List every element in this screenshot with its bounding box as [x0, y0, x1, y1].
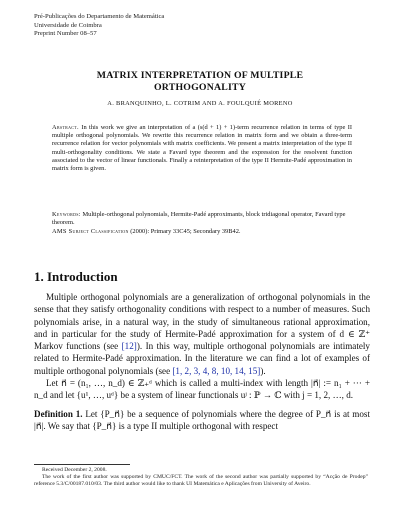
preprint-header — [34, 13, 164, 39]
section-heading — [34, 269, 118, 285]
section-title: Introduction — [47, 269, 118, 284]
title-line: MATRIX INTERPRETATION OF MULTIPLE — [96, 70, 304, 81]
keywords-text: Multiple-orthogonal polynomials, Hermite-Padé approximants, block tridiagonal operator, Favard type theorem. — [52, 211, 346, 227]
ams-label: AMS Subject Classification — [52, 228, 129, 235]
paper-title — [0, 70, 400, 94]
keywords-label: Keywords: — [52, 211, 81, 218]
footnote-rule — [34, 464, 130, 465]
paragraph-text: ). In this way, multiple orthogonal polynomials are intimately related to Hermite-Padé approximation. In the literature we can find a lot of examples of multiple orthogonal polynomials (see — [34, 341, 370, 376]
definition-text: Let {P_n⃗} be a sequence of polynomials where the degree of P_n⃗ is at most |n⃗|. We say that {P_n⃗} is a type II multiple orthogonal with respect — [34, 408, 370, 431]
title-line: ORTHOGONALITY — [153, 82, 247, 93]
intro-paragraph: Let n⃗ = (n₁, …, n_d) ∈ ℤ₊ᵈ which is called a multi-index with length |n⃗| := n₁ + ··· + n_d and let {u¹, …, uᵈ} be a system of linear functionals uʲ : ℙ → ℂ with j = 1, 2, …, d. — [34, 378, 370, 401]
citation-link[interactable]: [12] — [121, 341, 137, 352]
abstract-text: In this work we give an interpretation of a (s(d + 1) + 1)-term recurrence relation in terms of type II multiple orthogonal polynomials. We rewrite this recurrence relation in matrix form and we obtain a three-term recurrence relation for vector polynomials with matrix coefficients. We present a matrix interpretation of the type II multi-orthogonality conditions. We state a Favard type theorem and the expression for the resolvent function associated to the vector of linear functionals. Finally a reinterpretation of the type II Hermite-Padé approximation in matrix form is given. — [52, 124, 352, 173]
authors: A. BRANQUINHO, L. COTRIM AND A. FOULQUIÉ MORENO — [107, 100, 293, 107]
paragraph-text: ). — [260, 365, 266, 376]
definition-label: Definition 1. — [34, 408, 83, 419]
citation-link[interactable]: [1, 2, 3, 4, 8, 10, 14, 15] — [172, 365, 261, 376]
paragraph-text: Multiple orthogonal polynomials are a generalization of orthogonal polynomials in the sense that they satisfy orthogonality conditions with respect to a number of measures. Such polynomials arise, in a natural way, in the study of simultaneous rational approximation, and in particular for the study of Hermite-Padé approximation for a system of d ∈ ℤ⁺ Markov functions (see — [34, 292, 370, 352]
footnotes — [34, 467, 368, 489]
intro-paragraph — [34, 291, 370, 377]
preprint-line: Universidade de Coimbra — [34, 21, 102, 29]
section-number: 1. — [34, 269, 44, 284]
footnote-support: The work of the first author was supported by CMUC/FCT. The work of the second author was partially supported by “Acção de Prodep” reference 5.3/C/00187.010/03. The third author would like to thank UI Matemática e Aplicações from University of Aveiro. — [34, 474, 368, 488]
keywords — [52, 211, 352, 227]
footnote-received: Received December 2, 2008. — [42, 467, 107, 473]
definition — [34, 408, 370, 433]
preprint-line: Pré-Publicações do Departamento de Matemática — [34, 13, 165, 20]
body-text — [34, 291, 370, 432]
ams-text: (2000): Primary 33C45; Secondary 39B42. — [130, 228, 241, 235]
abstract-label: Abstract. — [52, 124, 79, 131]
abstract — [52, 124, 352, 173]
ams-classification — [52, 228, 352, 236]
preprint-number: Preprint Number 08–57 — [34, 30, 97, 38]
